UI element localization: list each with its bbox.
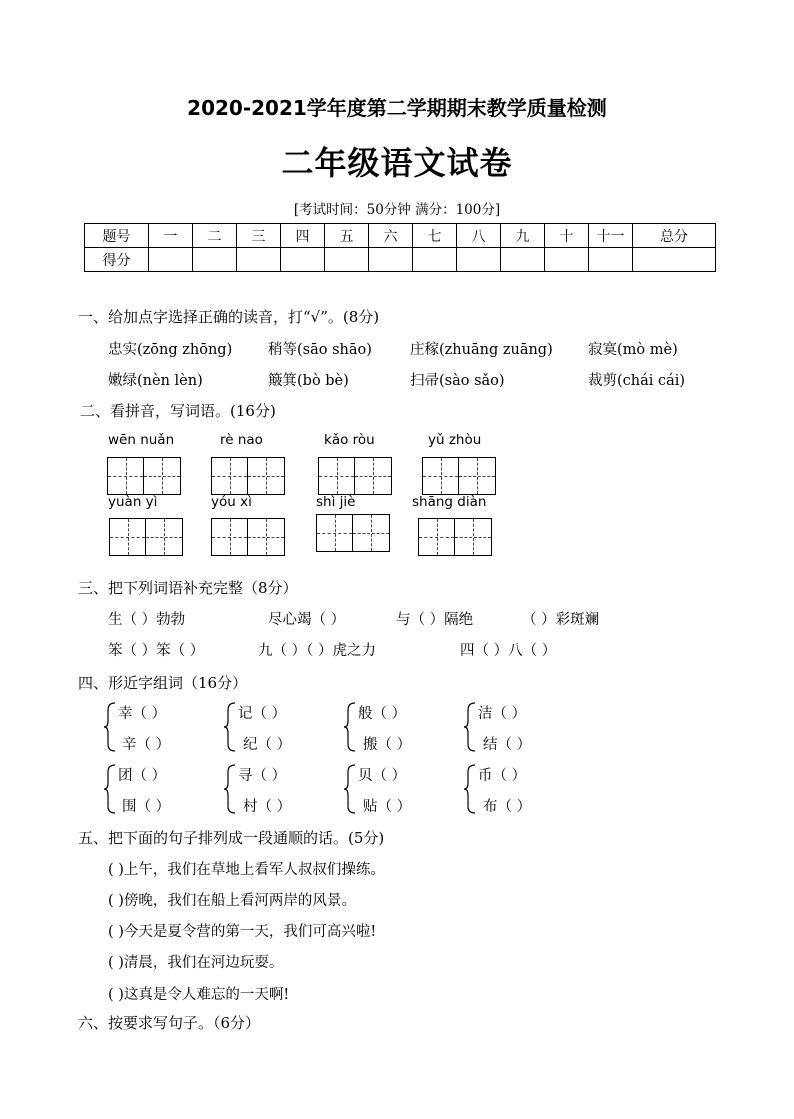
q3-item[interactable]: 九（ ）（ ）虎之力 <box>258 643 376 659</box>
tianzige-box[interactable] <box>107 457 181 495</box>
score-blank[interactable] <box>149 248 193 272</box>
score-blank[interactable] <box>369 248 413 272</box>
q6-heading: 六、按要求写句子。（6分） <box>78 1014 261 1032</box>
table-cell: 四 <box>281 224 325 248</box>
q3-item[interactable]: 与（ ）隔绝 <box>396 612 474 628</box>
q2-heading: 二、看拼音，写词语。(16分) <box>80 402 276 420</box>
tianzige-box[interactable] <box>211 518 285 556</box>
q4-item[interactable]: 币（ ） <box>478 768 527 784</box>
table-cell: 总分 <box>633 224 716 248</box>
q5-item[interactable]: ( )上午，我们在草地上看军人叔叔们操练。 <box>108 862 385 878</box>
tianzige-box[interactable] <box>316 514 390 552</box>
table-cell: 八 <box>457 224 501 248</box>
table-cell: 三 <box>237 224 281 248</box>
q1-item[interactable]: 扫帚(sào sǎo) <box>410 373 505 389</box>
q5-item[interactable]: ( )今天是夏令营的第一天，我们可高兴啦! <box>108 924 377 940</box>
brace-icon <box>463 764 477 814</box>
q1-item[interactable]: 庄稼(zhuāng zuāng) <box>410 342 553 358</box>
score-table-score-row <box>85 248 716 272</box>
q5-item[interactable]: ( )傍晚，我们在船上看河两岸的风景。 <box>108 893 356 909</box>
table-cell: 一 <box>149 224 193 248</box>
brace-icon <box>223 764 237 814</box>
pinyin-label: yǔ zhòu <box>428 432 482 448</box>
q3-item[interactable]: 笨（ ）笨（ ） <box>108 643 205 659</box>
score-blank[interactable] <box>501 248 545 272</box>
q3-heading: 三、把下列词语补充完整（8分） <box>78 579 298 597</box>
score-blank[interactable] <box>633 248 716 272</box>
q3-item[interactable]: 四（ ）八（ ） <box>460 643 557 659</box>
score-table <box>84 223 716 272</box>
pinyin-label: yóu xì <box>211 494 252 510</box>
brace-icon <box>223 702 237 752</box>
q1-item[interactable]: 簸箕(bò bè) <box>268 373 349 389</box>
q3-item[interactable]: （ ）彩斑斓 <box>522 612 600 628</box>
q4-heading: 四、形近字组词（16分） <box>78 674 248 692</box>
score-blank[interactable] <box>457 248 501 272</box>
pinyin-label: shāng diàn <box>412 494 487 510</box>
q4-item[interactable]: 记（ ） <box>238 706 287 722</box>
tianzige-box[interactable] <box>418 518 492 556</box>
table-cell: 得分 <box>85 248 149 272</box>
score-blank[interactable] <box>237 248 281 272</box>
q4-item[interactable]: 般（ ） <box>358 706 407 722</box>
brace-icon <box>343 764 357 814</box>
q5-item[interactable]: ( )清晨，我们在河边玩耍。 <box>108 955 284 971</box>
exam-title: 二年级语文试卷 <box>281 144 513 182</box>
brace-icon <box>103 702 117 752</box>
brace-icon <box>103 764 117 814</box>
q5-heading: 五、把下面的句子排列成一段通顺的话。(5分) <box>78 829 385 847</box>
table-cell: 七 <box>413 224 457 248</box>
q1-item[interactable]: 嫩绿(nèn lèn) <box>108 373 203 389</box>
q1-item[interactable]: 忠实(zōng zhōng) <box>108 342 233 358</box>
tianzige-box[interactable] <box>318 457 392 495</box>
tianzige-box[interactable] <box>422 457 496 495</box>
q3-item[interactable]: 生（ ）勃勃 <box>108 612 186 628</box>
q1-item[interactable]: 裁剪(chái cái) <box>588 373 686 389</box>
q4-item[interactable]: 幸（ ） <box>118 706 167 722</box>
exam-meta: [考试时间：50分钟 满分：100分] <box>293 202 501 218</box>
tianzige-box[interactable] <box>211 457 285 495</box>
table-cell: 题号 <box>85 224 149 248</box>
brace-icon <box>463 702 477 752</box>
q4-item[interactable]: 围（ ） <box>122 799 171 815</box>
exam-period-title: 2020-2021学年度第二学期期末教学质量检测 <box>187 96 607 120</box>
q1-heading: 一、给加点字选择正确的读音，打“√”。(8分) <box>78 308 380 326</box>
q3-item[interactable]: 尽心竭（ ） <box>268 612 346 628</box>
score-blank[interactable] <box>589 248 633 272</box>
table-cell: 十 <box>545 224 589 248</box>
pinyin-label: wēn nuǎn <box>108 432 175 448</box>
q4-item[interactable]: 村（ ） <box>243 799 292 815</box>
pinyin-label: shì jiè <box>316 494 356 510</box>
score-blank[interactable] <box>281 248 325 272</box>
q4-item[interactable]: 贴（ ） <box>363 799 412 815</box>
q4-item[interactable]: 布（ ） <box>483 799 532 815</box>
pinyin-label: kǎo ròu <box>324 432 375 448</box>
q4-item[interactable]: 辛（ ） <box>122 737 171 753</box>
q1-item[interactable]: 稍等(sāo shāo) <box>268 342 372 358</box>
score-table-header-row <box>85 224 716 248</box>
score-blank[interactable] <box>545 248 589 272</box>
table-cell: 五 <box>325 224 369 248</box>
score-blank[interactable] <box>325 248 369 272</box>
q4-item[interactable]: 团（ ） <box>118 768 167 784</box>
q1-item[interactable]: 寂寞(mò mè) <box>588 342 678 358</box>
tianzige-box[interactable] <box>109 518 183 556</box>
q4-item[interactable]: 寻（ ） <box>238 768 287 784</box>
table-cell: 六 <box>369 224 413 248</box>
q5-item[interactable]: ( )这真是令人难忘的一天啊! <box>108 987 290 1003</box>
pinyin-label: yuàn yì <box>108 494 158 510</box>
brace-icon <box>343 702 357 752</box>
table-cell: 十一 <box>589 224 633 248</box>
q4-item[interactable]: 洁（ ） <box>478 706 527 722</box>
q4-item[interactable]: 结（ ） <box>483 737 532 753</box>
q4-item[interactable]: 贝（ ） <box>358 768 407 784</box>
q4-item[interactable]: 搬（ ） <box>363 737 412 753</box>
q4-item[interactable]: 纪（ ） <box>243 737 292 753</box>
score-blank[interactable] <box>193 248 237 272</box>
pinyin-label: rè nao <box>220 432 263 448</box>
score-blank[interactable] <box>413 248 457 272</box>
table-cell: 九 <box>501 224 545 248</box>
table-cell: 二 <box>193 224 237 248</box>
